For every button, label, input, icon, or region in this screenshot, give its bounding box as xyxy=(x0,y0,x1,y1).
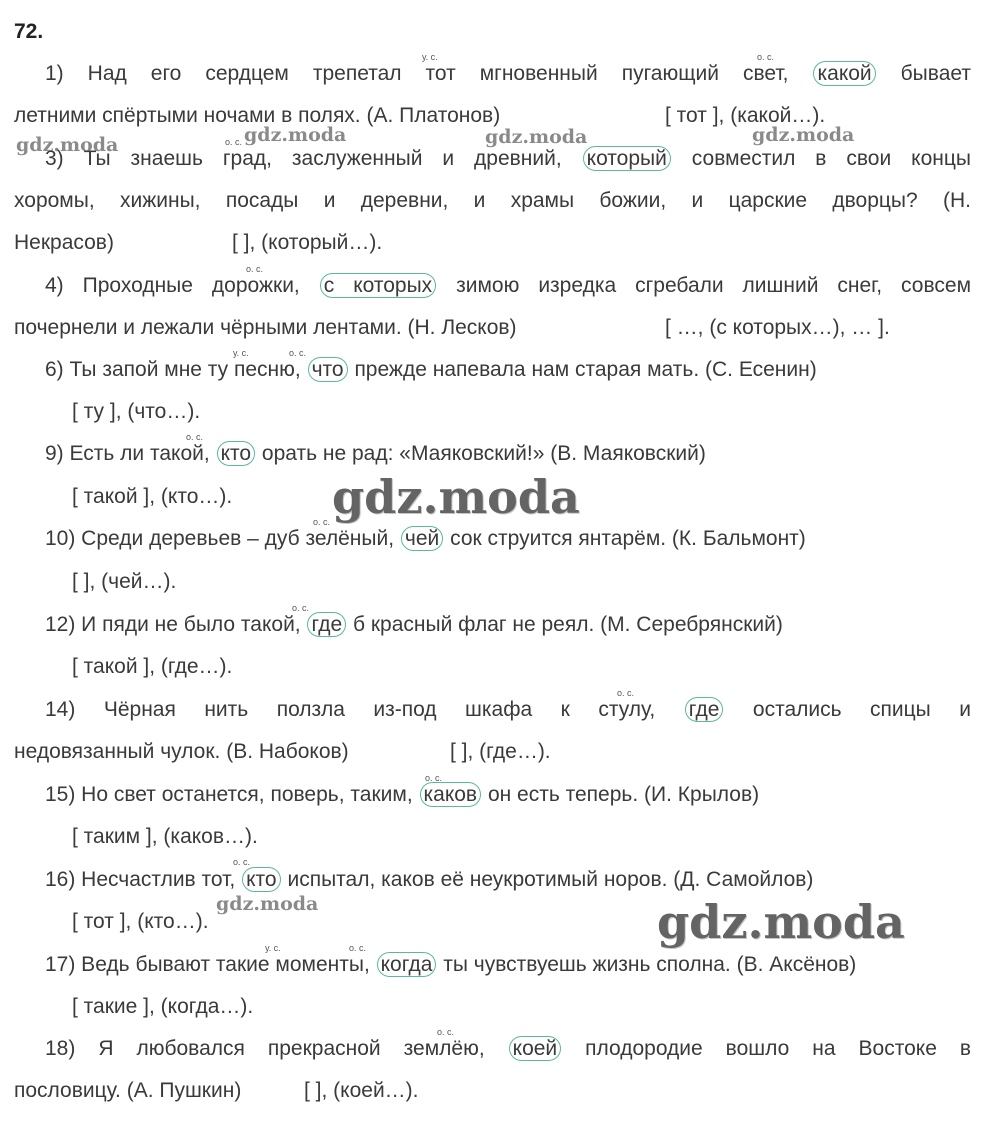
sentence-16-text-before: 16) Несчастлив тот, xyxy=(45,868,236,891)
sentence-12-conjunctive-word: где xyxy=(307,612,346,637)
mark-oc: о. с. xyxy=(757,52,775,62)
sentence-17-conjunctive-word: когда xyxy=(377,952,437,977)
sentence-15-scheme: [ таким ], (каков…). xyxy=(72,825,258,848)
mark-oc: о. с. xyxy=(349,943,367,953)
sentence-10-conjunctive-word: чей xyxy=(401,526,443,551)
sentence-3-text-after: совместил в свои концы xyxy=(691,147,971,170)
watermark: gdz.moda xyxy=(752,124,855,146)
sentence-9-text-before: 9) Есть ли такой, xyxy=(45,442,210,465)
sentence-4-conjunctive-word: с которых xyxy=(320,273,436,298)
watermark: gdz.moda xyxy=(332,470,580,524)
sentence-18-scheme: [ ], (коей…). xyxy=(304,1079,419,1102)
mark-oc: о. с. xyxy=(313,517,331,527)
sentence-3-text-before: 3) Ты знаешь град, заслуженный и древний, xyxy=(45,147,562,170)
sentence-18-line-2: пословицу. (А. Пушкин) xyxy=(14,1079,242,1102)
sentence-18-conjunctive-word: коей xyxy=(509,1036,562,1061)
sentence-16-text-after: испытал, каков её неукротимый норов. (Д. Самойлов) xyxy=(287,868,814,891)
sentence-15-text-after: он есть теперь. (И. Крылов) xyxy=(487,783,760,806)
sentence-10-scheme: [ ], (чей…). xyxy=(72,570,177,593)
mark-uc: у. с. xyxy=(422,52,438,62)
sentence-1-line-2: летними спёртыми ночами в полях. (А. Платонов) xyxy=(14,104,501,127)
watermark: gdz.moda xyxy=(244,124,347,146)
mark-oc: о. с. xyxy=(233,857,251,867)
sentence-3-line-3: Некрасов) xyxy=(14,231,114,254)
sentence-17-scheme: [ такие ], (когда…). xyxy=(72,995,254,1018)
sentence-9-line-1 xyxy=(45,437,706,471)
sentence-17-text-before: 17) Ведь бывают такие моменты, xyxy=(45,953,370,976)
mark-oc: о. с. xyxy=(425,773,443,783)
sentence-3-scheme: [ ], (который…). xyxy=(232,231,383,254)
mark-uc: у. с. xyxy=(233,348,249,358)
watermark: gdz.moda xyxy=(216,893,319,915)
task-number: 72. xyxy=(14,20,44,43)
mark-uc: у. с. xyxy=(265,943,281,953)
sentence-14-text-before: 14) Чёрная нить ползла из-под шкафа к стулу, xyxy=(45,698,656,721)
sentence-4-line-1 xyxy=(14,269,971,303)
sentence-14-scheme: [ ], (где…). xyxy=(450,740,551,763)
sentence-10-line-1 xyxy=(45,522,806,556)
sentence-12-line-1 xyxy=(45,608,783,642)
sentence-1-conjunctive-word: какой xyxy=(813,61,875,86)
sentence-1-scheme: [ тот ], (какой…). xyxy=(665,104,826,127)
sentence-18-text-after: плодородие вошло на Востоке в xyxy=(585,1037,971,1060)
watermark: gdz.moda xyxy=(485,126,588,148)
sentence-15-line-1 xyxy=(45,778,759,812)
mark-oc: о. с. xyxy=(437,1027,455,1037)
sentence-1-text-before: 1) Над его сердцем трепетал тот мгновенный пугающий свет, xyxy=(45,62,789,85)
sentence-4-text-after: зимою изредка сгребали лишний снег, совсем xyxy=(456,274,972,297)
sentence-6-text-after: прежде напевала нам старая мать. (С. Есенин) xyxy=(354,358,817,381)
sentence-1-line-1 xyxy=(14,57,971,91)
sentence-14-line-1 xyxy=(14,693,971,727)
sentence-18-line-1 xyxy=(14,1032,971,1066)
sentence-9-scheme: [ такой ], (кто…). xyxy=(72,485,233,508)
sentence-4-scheme: [ …, (с которых…), … ]. xyxy=(665,316,890,339)
sentence-14-line-2: недовязанный чулок. (В. Набоков) xyxy=(14,740,349,763)
sentence-12-scheme: [ такой ], (где…). xyxy=(72,655,233,678)
sentence-6-conjunctive-word: что xyxy=(308,357,348,382)
sentence-10-text-after: сок струится янтарём. (К. Бальмонт) xyxy=(450,527,806,550)
sentence-3-conjunctive-word: который xyxy=(583,146,671,171)
sentence-15-conjunctive-word: каков xyxy=(420,782,482,807)
sentence-16-line-1 xyxy=(45,863,813,897)
sentence-4-text-before: 4) Проходные дорожки, xyxy=(45,274,300,297)
sentence-12-text-after: б красный флаг не реял. (М. Серебрянский) xyxy=(352,613,783,636)
sentence-3-line-2: хоромы, хижины, посады и деревни, и храмы божии, и царские дворцы? (Н. xyxy=(14,189,971,212)
sentence-1-text-after: бывает xyxy=(900,62,971,85)
mark-oc: о. с. xyxy=(292,603,310,613)
mark-oc: о. с. xyxy=(246,264,264,274)
mark-oc: о. с. xyxy=(617,688,635,698)
sentence-6-line-1 xyxy=(45,353,817,387)
sentence-15-text-before: 15) Но свет останется, поверь, таким, xyxy=(45,783,413,806)
sentence-12-text-before: 12) И пяди не было такой, xyxy=(45,613,301,636)
sentence-18-text-before: 18) Я любовался прекрасной землёю, xyxy=(45,1037,485,1060)
watermark: gdz.moda xyxy=(657,895,905,949)
sentence-14-conjunctive-word: где xyxy=(685,697,724,722)
sentence-16-scheme: [ тот ], (кто…). xyxy=(72,910,209,933)
sentence-9-conjunctive-word: кто xyxy=(217,441,256,466)
watermark: gdz.moda xyxy=(16,134,119,156)
mark-oc: о. с. xyxy=(289,348,307,358)
sentence-10-text-before: 10) Среди деревьев – дуб зелёный, xyxy=(45,527,395,550)
sentence-16-conjunctive-word: кто xyxy=(242,867,281,892)
mark-oc: о. с. xyxy=(186,432,204,442)
sentence-6-text-before: 6) Ты запой мне ту песню, xyxy=(45,358,301,381)
mark-oc: о. с. xyxy=(225,137,243,147)
sentence-14-text-after: остались спицы и xyxy=(752,698,971,721)
sentence-9-text-after: орать не рад: «Маяковский!» (В. Маяковский) xyxy=(261,442,706,465)
sentence-17-line-1 xyxy=(45,948,856,982)
sentence-4-line-2: почернели и лежали чёрными лентами. (Н. Лесков) xyxy=(14,316,517,339)
sentence-17-text-after: ты чувствуешь жизнь сполна. (В. Аксёнов) xyxy=(443,953,857,976)
sentence-6-scheme: [ ту ], (что…). xyxy=(72,400,201,423)
